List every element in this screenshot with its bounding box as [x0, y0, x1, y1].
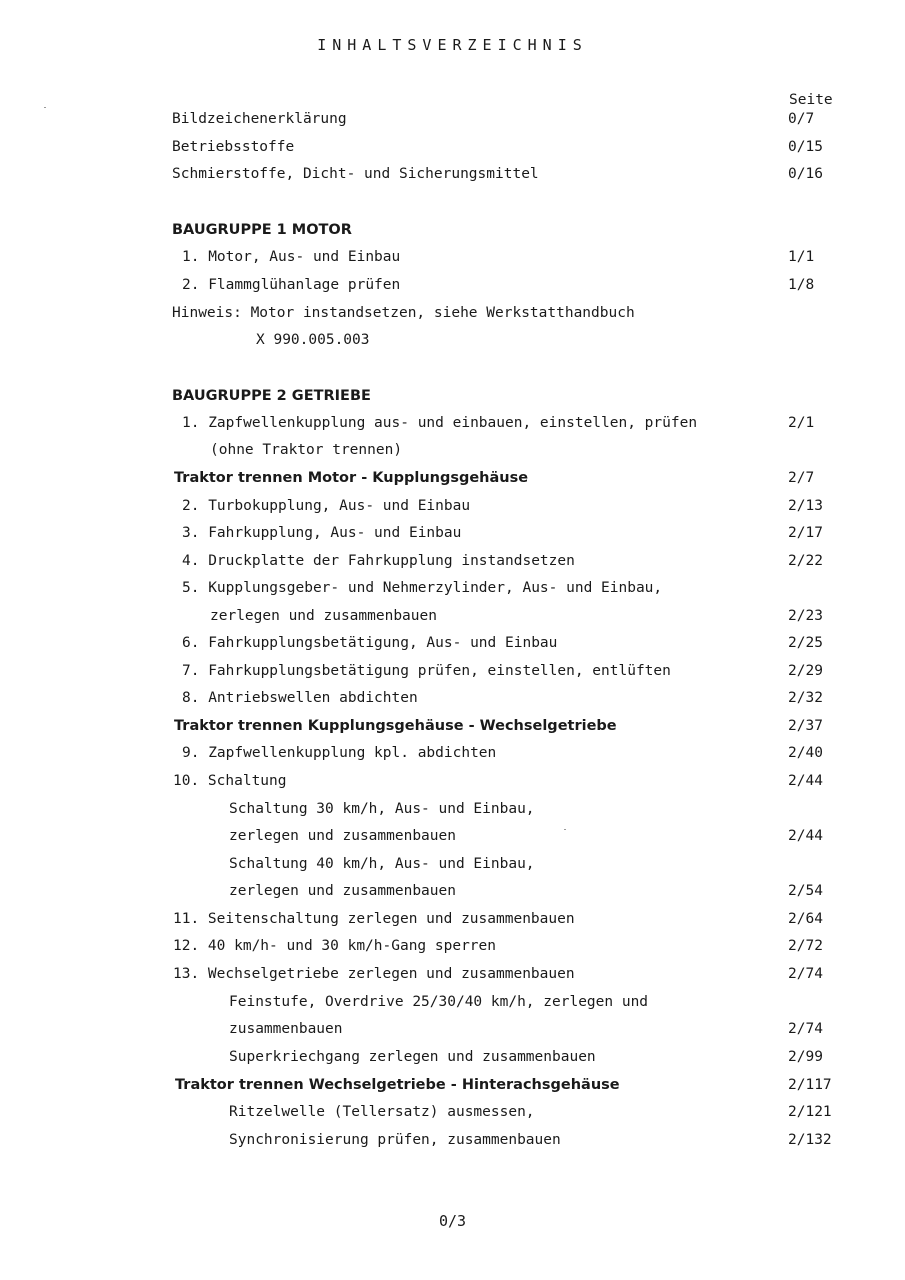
toc-entry-text: Schaltung 40 km/h, Aus- und Einbau, [229, 856, 535, 872]
page-number-footer: 0/3 [438, 1212, 467, 1230]
toc-entry-text: zusammenbauen [229, 1021, 343, 1037]
toc-entry [0, 332, 905, 354]
toc-entry [0, 111, 905, 133]
toc-entry-text: Superkriechgang zerlegen und zusammenbauen [229, 1049, 596, 1065]
toc-entry-text: 6. Fahrkupplungsbetätigung, Aus- und Einbau [182, 635, 558, 651]
toc-entry-text: Schaltung 30 km/h, Aus- und Einbau, [229, 801, 535, 817]
toc-entry [0, 801, 905, 823]
toc-entry-text: 3. Fahrkupplung, Aus- und Einbau [182, 525, 462, 541]
toc-entry-text: 13. Wechselgetriebe zerlegen und zusammenbauen [173, 966, 575, 982]
toc-entry [0, 745, 905, 767]
toc-entry [0, 470, 905, 492]
toc-page-number: 2/7 [788, 470, 815, 486]
toc-page-number: 2/121 [788, 1104, 832, 1120]
toc-entry [0, 415, 905, 437]
toc-section-heading: Traktor trennen Wechselgetriebe - Hinterachsgehäuse [175, 1077, 620, 1093]
toc-entry [0, 388, 905, 410]
toc-page-number: 2/13 [788, 498, 823, 514]
toc-entry [0, 911, 905, 933]
toc-entry [0, 1077, 905, 1099]
toc-page-number: 2/40 [788, 745, 823, 761]
toc-page-number: 2/54 [788, 883, 823, 899]
toc-entry [0, 635, 905, 657]
toc-entry-text: 7. Fahrkupplungsbetätigung prüfen, einstellen, entlüften [182, 663, 671, 679]
toc-entry [0, 1021, 905, 1043]
toc-entry [0, 580, 905, 602]
toc-page-number: 2/64 [788, 911, 823, 927]
toc-entry [0, 1049, 905, 1071]
toc-page-number: 2/23 [788, 608, 823, 624]
toc-page-number: 1/1 [788, 249, 815, 265]
toc-entry-text: X 990.005.003 [256, 332, 370, 348]
toc-section-heading: Traktor trennen Kupplungsgehäuse - Wechselgetriebe [174, 718, 617, 734]
toc-entry-text: 10. Schaltung [173, 773, 287, 789]
toc-entry [0, 1132, 905, 1154]
toc-page-number: 2/32 [788, 690, 823, 706]
toc-entry-text: 8. Antriebswellen abdichten [182, 690, 418, 706]
toc-entry [0, 966, 905, 988]
toc-entry-text: 12. 40 km/h- und 30 km/h-Gang sperren [173, 938, 497, 954]
toc-entry-text: Bildzeichenerklärung [172, 111, 347, 127]
toc-page-number: 2/37 [788, 718, 823, 734]
toc-page-number: 2/25 [788, 635, 823, 651]
toc-entry [0, 608, 905, 630]
toc-entry-text: Ritzelwelle (Tellersatz) ausmessen, [229, 1104, 535, 1120]
toc-entry [0, 828, 905, 850]
toc-entry [0, 1104, 905, 1126]
toc-entry [0, 249, 905, 271]
page-title: INHALTSVERZEICHNIS [317, 36, 588, 54]
toc-entry [0, 773, 905, 795]
scan-speck [564, 829, 566, 830]
toc-page-number: 1/8 [788, 277, 815, 293]
toc-entry [0, 718, 905, 740]
toc-entry-text: 2. Turbokupplung, Aus- und Einbau [182, 498, 471, 514]
toc-entry [0, 166, 905, 188]
toc-entry-text: 5. Kupplungsgeber- und Nehmerzylinder, Aus- und Einbau, [182, 580, 663, 596]
scan-speck [44, 107, 46, 108]
toc-entry [0, 856, 905, 878]
toc-entry [0, 690, 905, 712]
toc-page-number: 2/17 [788, 525, 823, 541]
toc-entry-text: (ohne Traktor trennen) [210, 442, 403, 458]
toc-page-number: 2/117 [788, 1077, 832, 1093]
toc-page-number: 2/99 [788, 1049, 823, 1065]
toc-entry [0, 442, 905, 464]
toc-entry-text: 2. Flammglühanlage prüfen [182, 277, 401, 293]
toc-entry-text: Schmierstoffe, Dicht- und Sicherungsmittel [172, 166, 539, 182]
toc-page-number: 2/29 [788, 663, 823, 679]
toc-entry-text: 1. Motor, Aus- und Einbau [182, 249, 401, 265]
toc-entry-text: 4. Druckplatte der Fahrkupplung instandsetzen [182, 553, 575, 569]
toc-entry-text: zerlegen und zusammenbauen [210, 608, 437, 624]
toc-entry [0, 525, 905, 547]
toc-page-number: 2/1 [788, 415, 815, 431]
toc-section-heading: BAUGRUPPE 1 MOTOR [172, 222, 352, 238]
toc-page-number: 2/72 [788, 938, 823, 954]
toc-page-number: 2/44 [788, 828, 823, 844]
toc-entry-text: zerlegen und zusammenbauen [229, 828, 456, 844]
toc-entry-text: 9. Zapfwellenkupplung kpl. abdichten [182, 745, 497, 761]
toc-page-number: 2/22 [788, 553, 823, 569]
toc-entry [0, 498, 905, 520]
toc-page-number: 2/74 [788, 966, 823, 982]
toc-entry-text: 11. Seitenschaltung zerlegen und zusammenbauen [173, 911, 575, 927]
toc-page-number: 2/44 [788, 773, 823, 789]
toc-section-heading: BAUGRUPPE 2 GETRIEBE [172, 388, 371, 404]
toc-entry [0, 139, 905, 161]
toc-entry-text: Betriebsstoffe [172, 139, 295, 155]
toc-entry [0, 305, 905, 327]
toc-entry-text: 1. Zapfwellenkupplung aus- und einbauen, einstellen, prüfen [182, 415, 698, 431]
toc-entry [0, 994, 905, 1016]
page-column-header: Seite [789, 92, 833, 108]
toc-page-number: 0/15 [788, 139, 823, 155]
toc-entry [0, 663, 905, 685]
toc-entry-text: Hinweis: Motor instandsetzen, siehe Werkstatthandbuch [172, 305, 635, 321]
toc-section-heading: Traktor trennen Motor - Kupplungsgehäuse [174, 470, 529, 486]
toc-page-number: 0/7 [788, 111, 815, 127]
toc-entry [0, 938, 905, 960]
toc-entry [0, 883, 905, 905]
toc-entry-text: zerlegen und zusammenbauen [229, 883, 456, 899]
toc-entry-text: Synchronisierung prüfen, zusammenbauen [229, 1132, 561, 1148]
toc-entry-text: Feinstufe, Overdrive 25/30/40 km/h, zerlegen und [229, 994, 649, 1010]
toc-page-number: 2/132 [788, 1132, 832, 1148]
toc-entry [0, 222, 905, 244]
toc-page-number: 0/16 [788, 166, 823, 182]
toc-entry [0, 277, 905, 299]
toc-entry [0, 553, 905, 575]
toc-page-number: 2/74 [788, 1021, 823, 1037]
